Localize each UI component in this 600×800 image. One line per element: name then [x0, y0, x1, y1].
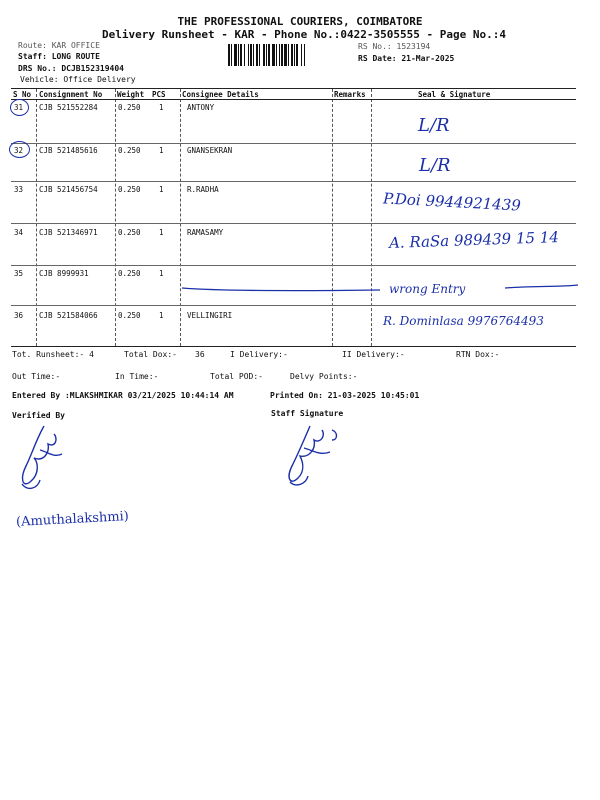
barcode: [228, 44, 350, 66]
row-consignment: CJB 521584066: [39, 311, 98, 320]
entered-by: Entered By :MLAKSHMIKAR 03/21/2025 10:44:14 AM: [12, 391, 234, 400]
row-consignment: CJB 521485616: [39, 146, 98, 155]
row-consignee: ANTONY: [187, 103, 215, 112]
total-pod: Total POD:-: [210, 372, 263, 381]
row-weight: 0.250: [118, 269, 141, 278]
row-sno: 36: [14, 311, 24, 320]
row-consignment: CJB 521552284: [39, 103, 98, 112]
ii-delivery: II Delivery:-: [342, 350, 405, 359]
staff-signature-label: Staff Signature: [271, 409, 344, 418]
verified-by-label: Verified By: [12, 411, 65, 420]
drs-number: DRS No.: DCJB152319404: [18, 64, 124, 73]
wrong-entry-line: [180, 276, 580, 296]
col-header-seal-signature: Seal & Signature: [418, 90, 491, 99]
row-signature: P.Doi 9944921439: [382, 189, 522, 215]
route-label: Route: KAR OFFICE: [18, 41, 100, 50]
row-pcs: 1: [159, 103, 164, 112]
i-delivery: I Delivery:-: [230, 350, 288, 359]
ink-circle-32: [9, 141, 30, 158]
row-consignee: VELLINGIRI: [187, 311, 233, 320]
row-signature: wrong Entry: [389, 282, 466, 296]
tot-runsheet: Tot. Runsheet:- 4: [12, 350, 94, 359]
row-signature: L/R: [419, 155, 451, 176]
row-pcs: 1: [159, 146, 164, 155]
col-header-remarks: Remarks: [334, 90, 366, 99]
row-weight: 0.250: [118, 185, 141, 194]
runsheet-table: [11, 88, 576, 347]
document-subtitle: Delivery Runsheet - KAR - Phone No.:0422-3505555 - Page No.:4: [102, 28, 506, 41]
row-pcs: 1: [159, 185, 164, 194]
out-time: Out Time:-: [12, 372, 61, 381]
row-sno: 34: [14, 228, 24, 237]
row-weight: 0.250: [118, 311, 141, 320]
row-consignment: CJB 8999931: [39, 269, 89, 278]
row-consignment: CJB 521346971: [39, 228, 98, 237]
col-header-consignment: Consignment No: [39, 90, 103, 99]
col-header-consignee: Consignee Details: [182, 90, 259, 99]
col-header-pcs: PCS: [152, 90, 166, 99]
row-pcs: 1: [159, 269, 164, 278]
row-signature: A. RaSa 989439 15 14: [388, 228, 560, 252]
rs-number: RS No.: 1523194: [358, 42, 431, 51]
row-weight: 0.250: [118, 146, 141, 155]
total-dox-value: 36: [195, 350, 205, 359]
row-consignment: CJB 521456754: [39, 185, 98, 194]
vehicle-label: Vehicle: Office Delivery: [20, 75, 136, 84]
col-header-sno: S No: [13, 90, 32, 99]
total-dox-label: Total Dox:-: [124, 350, 177, 359]
row-sno: 33: [14, 185, 24, 194]
row-signature: R. Dominlasa 9976764493: [383, 314, 544, 328]
verified-by-signature: [14, 422, 74, 494]
in-time: In Time:-: [115, 372, 159, 381]
rs-date: RS Date: 21-Mar-2025: [358, 54, 455, 63]
row-pcs: 1: [159, 228, 164, 237]
document-title: THE PROFESSIONAL COURIERS, COIMBATORE: [177, 15, 423, 28]
row-consignee: R.RADHA: [187, 185, 219, 194]
row-consignee: GNANSEKRAN: [187, 146, 233, 155]
row-weight: 0.250: [118, 228, 141, 237]
row-sno: 35: [14, 269, 24, 278]
rtn-dox: RTN Dox:-: [456, 350, 500, 359]
row-sno: 32: [14, 146, 24, 155]
ink-circle-31: [10, 99, 29, 116]
row-pcs: 1: [159, 311, 164, 320]
delvy-points: Delvy Points:-: [290, 372, 358, 381]
handwritten-name: (Amuthalakshmi): [15, 509, 130, 530]
col-header-weight: Weight: [117, 90, 145, 99]
row-signature: L/R: [418, 115, 450, 136]
printed-on: Printed On: 21-03-2025 10:45:01: [270, 391, 420, 400]
staff-signature: [280, 420, 350, 490]
staff-label: Staff: LONG ROUTE: [18, 52, 100, 61]
row-consignee: RAMASAMY: [187, 228, 224, 237]
row-weight: 0.250: [118, 103, 141, 112]
row-sno: 31: [14, 103, 24, 112]
